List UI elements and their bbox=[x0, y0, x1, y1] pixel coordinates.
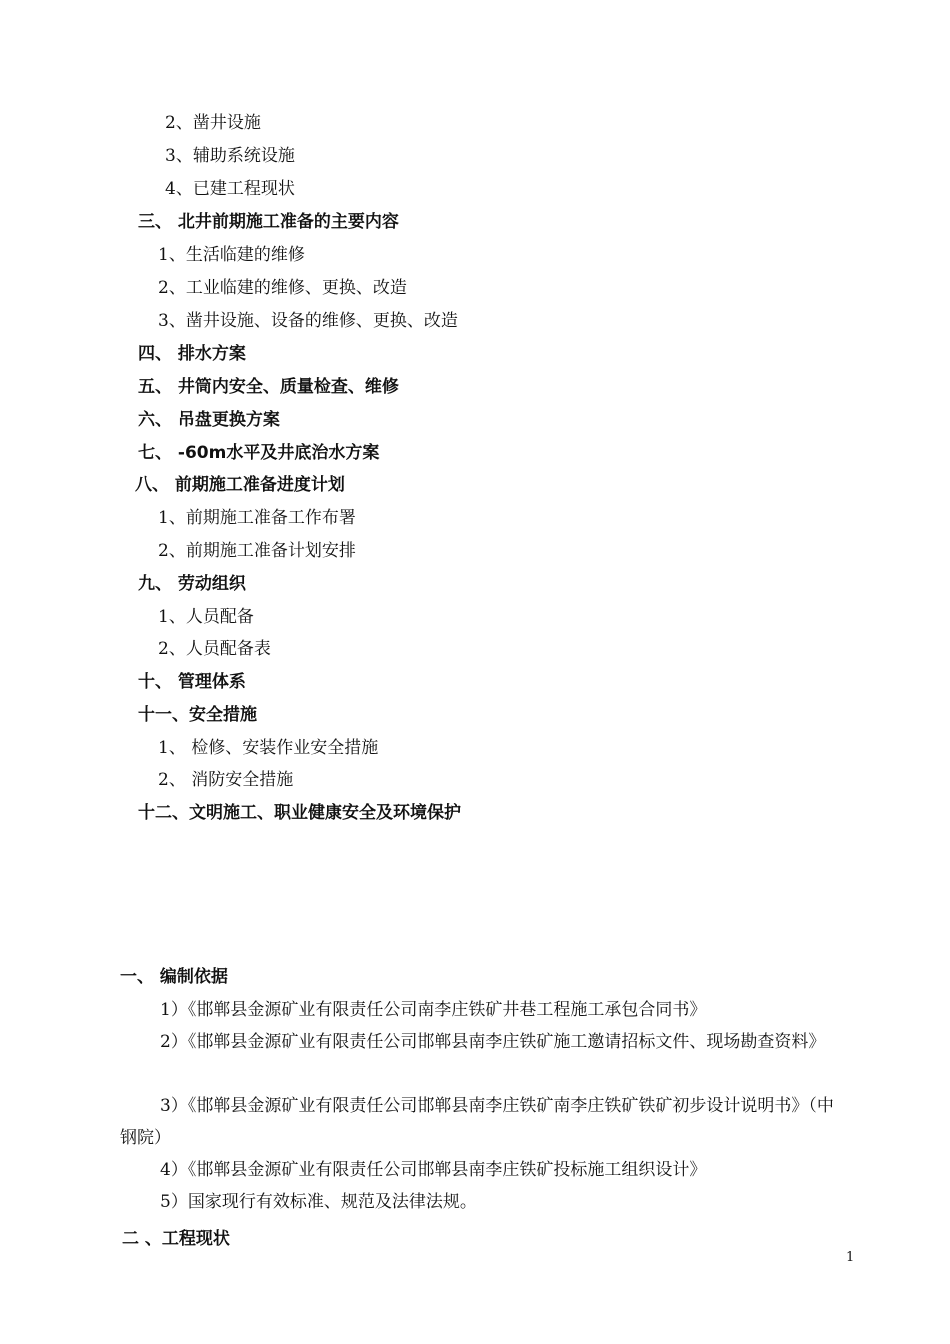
page-number: 1 bbox=[846, 1250, 855, 1265]
toc-item: 2、工业临建的维修、更换、改造 bbox=[158, 278, 407, 298]
reference-item: 1）《邯郸县金源矿业有限责任公司南李庄铁矿井巷工程施工承包合同书》 bbox=[160, 1000, 707, 1020]
toc-item: 1、前期施工准备工作布署 bbox=[158, 508, 356, 528]
toc-item: 1、人员配备 bbox=[158, 607, 254, 627]
reference-item: 4）《邯郸县金源矿业有限责任公司邯郸县南李庄铁矿投标施工组织设计》 bbox=[160, 1160, 707, 1180]
toc-item: 4、已建工程现状 bbox=[165, 179, 295, 199]
reference-item: 5）国家现行有效标准、规范及法律法规。 bbox=[160, 1192, 477, 1212]
reference-item: 2）《邯郸县金源矿业有限责任公司邯郸县南李庄铁矿施工邀请招标文件、现场勘查资料》 bbox=[160, 1032, 826, 1052]
toc-heading: 七、 -60m水平及井底治水方案 bbox=[138, 443, 380, 463]
toc-item: 2、人员配备表 bbox=[158, 639, 271, 659]
toc-heading: 四、 排水方案 bbox=[138, 344, 246, 364]
toc-heading: 三、 北井前期施工准备的主要内容 bbox=[138, 212, 399, 232]
section-heading: 一、 编制依据 bbox=[120, 967, 228, 987]
toc-heading: 五、 井筒内安全、质量检查、维修 bbox=[138, 377, 399, 397]
toc-item: 1、生活临建的维修 bbox=[158, 245, 305, 265]
toc-heading: 九、 劳动组织 bbox=[138, 574, 246, 594]
toc-heading: 十、 管理体系 bbox=[138, 672, 246, 692]
section-heading: 二 、工程现状 bbox=[122, 1229, 230, 1249]
toc-heading: 六、 吊盘更换方案 bbox=[138, 410, 280, 430]
toc-heading: 八、 前期施工准备进度计划 bbox=[135, 475, 345, 495]
toc-item: 2、前期施工准备计划安排 bbox=[158, 541, 356, 561]
toc-item: 3、凿井设施、设备的维修、更换、改造 bbox=[158, 311, 458, 331]
toc-heading: 十二、文明施工、职业健康安全及环境保护 bbox=[138, 803, 461, 823]
toc-item: 2、凿井设施 bbox=[165, 113, 261, 133]
toc-item: 1、 检修、安装作业安全措施 bbox=[158, 738, 379, 758]
toc-item: 2、 消防安全措施 bbox=[158, 770, 294, 790]
toc-item: 3、辅助系统设施 bbox=[165, 146, 295, 166]
toc-heading: 十一、安全措施 bbox=[138, 705, 257, 725]
reference-item: 3）《邯郸县金源矿业有限责任公司邯郸县南李庄铁矿南李庄铁矿铁矿初步设计说明书》（中钢院） bbox=[120, 1096, 834, 1148]
